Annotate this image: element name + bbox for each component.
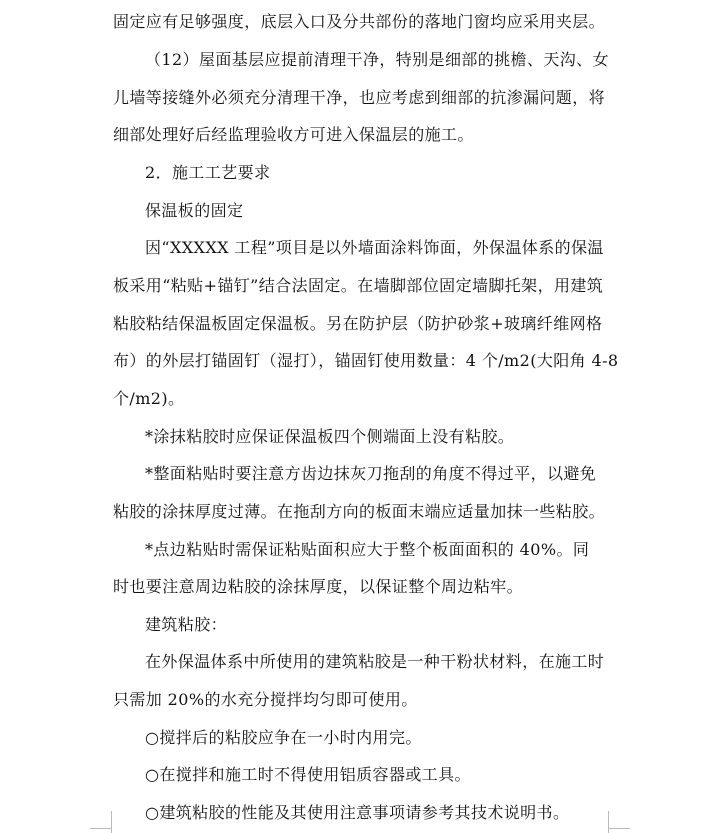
bullet-line: *整面粘贴时要注意方齿边抹灰刀拖刮的角度不得过平，以避免 [145,464,597,483]
bullet-line: ○在搅拌和施工时不得使用铝质容器或工具。 [145,765,471,784]
page-corner-mark [111,811,112,833]
text-line: 儿墙等接缝外必须充分清理干净，也应考虑到细部的抗渗漏问题，将 [113,88,606,107]
page-corner-mark [90,828,112,829]
text-line: 粘胶的涂抹厚度过薄。在拖刮方向的板面末端应适量加抹一些粘胶。 [113,502,606,521]
bullet-line: ○搅拌后的粘胶应争在一小时内用完。 [145,728,422,747]
text-line: 个/m2)。 [113,389,185,408]
section-heading: 2．施工工艺要求 [145,163,271,182]
subsection-heading: 保温板的固定 [145,201,244,220]
bullet-line: *点边粘贴时需保证粘贴面积应大于整个板面面积的 40%。同 [145,540,590,559]
text-line: 粘胶粘结保温板固定保温板。另在防护层（防护砂浆+玻璃纤维网格 [113,314,603,333]
bullet-line: ○建筑粘胶的性能及其使用注意事项请参考其技术说明书。 [145,803,570,822]
text-line: 只需加 20%的水充分搅拌均匀即可使用。 [113,690,418,709]
page-corner-mark [608,828,630,829]
text-line: 在外保温体系中所使用的建筑粘胶是一种干粉状材料，在施工时 [145,652,605,671]
text-line: 板采用“粘贴+锚钉”结合法固定。在墙脚部位固定墙脚托架，用建筑 [113,276,604,295]
text-line: 固定应有足够强度，底层入口及分共部份的落地门窗均应采用夹层。 [113,12,606,31]
text-line: 因“XXXXX 工程”项目是以外墙面涂料饰面，外保温体系的保温 [145,238,604,257]
subsection-heading: 建筑粘胶： [145,615,228,634]
text-line: 时也要注意周边粘胶的涂抹厚度，以保证整个周边粘牢。 [113,577,524,596]
text-line: 布）的外层打锚固钉（湿打），锚固钉使用数量：4 个/m2(大阳角 4-8 [113,351,619,370]
bullet-line: *涂抹粘胶时应保证保温板四个侧端面上没有粘胶。 [145,427,515,446]
text-line: （12）屋面基层应提前清理干净，特别是细部的挑檐、天沟、女 [145,50,609,69]
text-line: 细部处理好后经监理验收方可进入保温层的施工。 [113,125,474,144]
page-corner-mark [608,811,609,833]
